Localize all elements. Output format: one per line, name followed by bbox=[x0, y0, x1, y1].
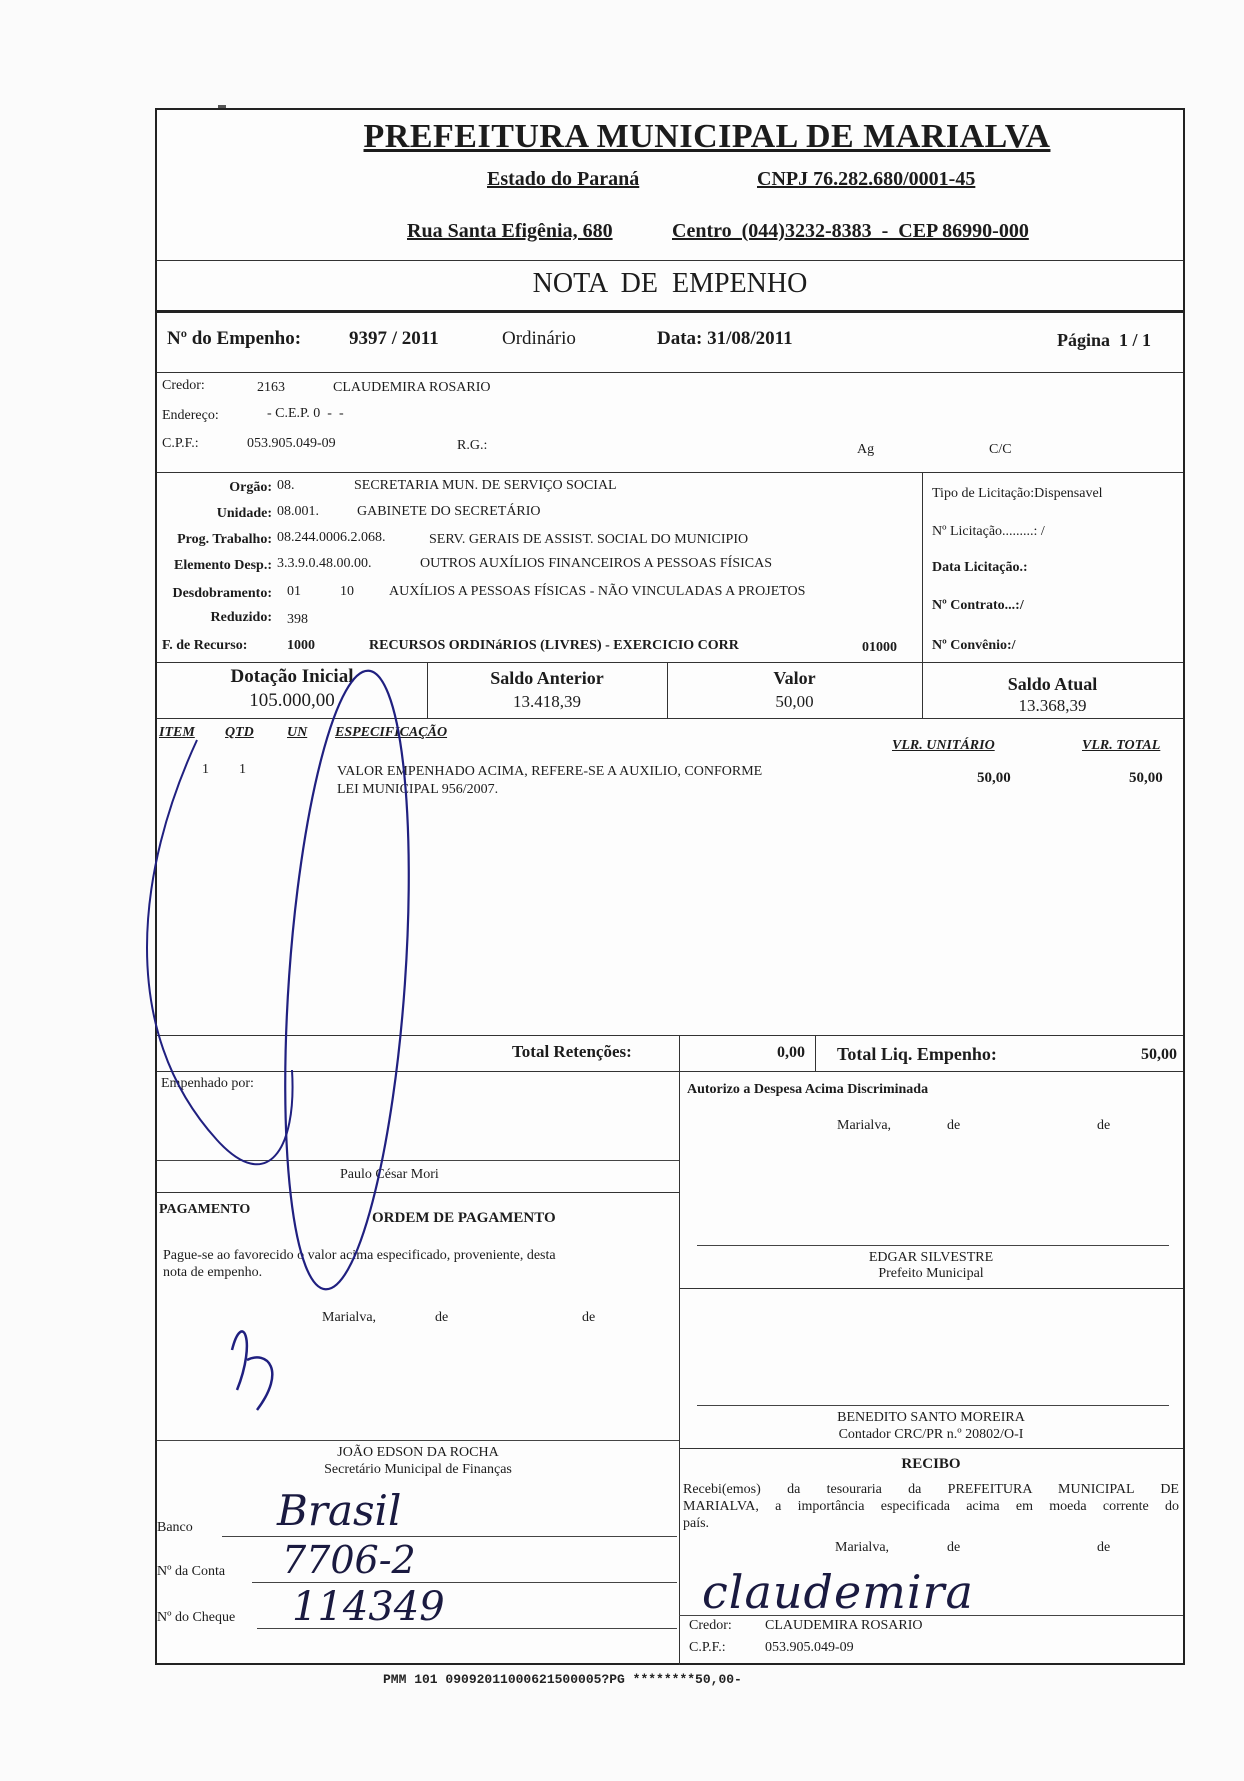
col-un: UN bbox=[287, 725, 308, 740]
dotacao-inicial-value: 105.000,00 bbox=[249, 690, 335, 711]
ordem-pagamento-title: ORDEM DE PAGAMENTO bbox=[372, 1210, 556, 1226]
recurso-code2: 01000 bbox=[862, 640, 897, 655]
prog-trabalho-label: Prog. Trabalho: bbox=[177, 532, 272, 547]
document-title: NOTA DE EMPENHO bbox=[532, 268, 808, 299]
nota-de-empenho-form bbox=[155, 108, 1185, 1665]
data-licitacao: Data Licitação.: bbox=[932, 560, 1028, 575]
item-qtd: 1 bbox=[239, 762, 246, 777]
orgao-label: Orgão: bbox=[229, 480, 272, 495]
pagamento-text-2: nota de empenho. bbox=[163, 1265, 263, 1280]
autorizo-de-1: de bbox=[947, 1118, 961, 1133]
pagamento-de-2: de bbox=[582, 1310, 596, 1325]
credor-name: CLAUDEMIRA ROSARIO bbox=[333, 380, 491, 395]
elemento-desp-code: 3.3.9.0.48.00.00. bbox=[277, 556, 372, 571]
cc-label: C/C bbox=[989, 442, 1012, 457]
empenho-number: 9397 / 2011 bbox=[349, 328, 439, 349]
secretario-title: Secretário Municipal de Finanças bbox=[324, 1462, 512, 1477]
cpf-label: C.P.F.: bbox=[162, 436, 199, 451]
recibo-credor-name: CLAUDEMIRA ROSARIO bbox=[765, 1618, 923, 1633]
desdobramento-code1: 01 bbox=[287, 584, 301, 599]
total-liq-value: 50,00 bbox=[1141, 1046, 1177, 1063]
street-label: Rua Santa Efigênia, 680 bbox=[407, 220, 613, 242]
col-vlr-total: VLR. TOTAL bbox=[1082, 738, 1161, 753]
empenho-number-label: Nº do Empenho: bbox=[167, 328, 302, 349]
col-vlr-unitario: VLR. UNITÁRIO bbox=[892, 738, 995, 753]
contador-name: BENEDITO SANTO MOREIRA bbox=[837, 1410, 1025, 1425]
saldo-anterior-label: Saldo Anterior bbox=[490, 668, 604, 688]
numero-contrato: Nº Contrato...:/ bbox=[932, 598, 1024, 613]
page-number: Página 1 / 1 bbox=[1057, 330, 1152, 350]
pagamento-label: PAGAMENTO bbox=[159, 1202, 251, 1217]
orgao-name: SECRETARIA MUN. DE SERVIÇO SOCIAL bbox=[354, 478, 617, 493]
unidade-label: Unidade: bbox=[216, 506, 272, 521]
dotacao-inicial-label: Dotação Inicial bbox=[230, 666, 354, 687]
footer-code: PMM 101 09092011000621500005?PG ********50,00- bbox=[383, 1672, 742, 1687]
tipo-licitacao: Tipo de Licitação:Dispensavel bbox=[932, 486, 1103, 501]
recibo-cpf-value: 053.905.049-09 bbox=[765, 1640, 854, 1655]
state-label: Estado do Paraná bbox=[487, 168, 640, 190]
empenhado-por-name: Paulo César Mori bbox=[340, 1167, 439, 1182]
prog-trabalho-code: 08.244.0006.2.068. bbox=[277, 530, 386, 545]
col-qtd: QTD bbox=[225, 725, 254, 740]
col-especificacao: ESPECIFICAÇÃO bbox=[335, 725, 448, 740]
unidade-code: 08.001. bbox=[277, 504, 319, 519]
col-item: ITEM bbox=[159, 725, 195, 740]
pagamento-marialva: Marialva, bbox=[322, 1310, 377, 1325]
valor-label: Valor bbox=[773, 668, 816, 688]
autorizo-de-2: de bbox=[1097, 1118, 1111, 1133]
conta-label: Nº da Conta bbox=[157, 1564, 226, 1579]
banco-handwritten: Brasil bbox=[277, 1486, 402, 1535]
cnpj-label: CNPJ 76.282.680/0001-45 bbox=[757, 168, 976, 190]
reduzido-label: Reduzido: bbox=[210, 610, 272, 625]
orgao-code: 08. bbox=[277, 478, 295, 493]
recibo-cpf-label: C.P.F.: bbox=[689, 1640, 726, 1655]
recibo-text-1: Recebi(emos) da tesouraria da PREFEITURA MUNICIPAL DE bbox=[683, 1482, 1179, 1497]
cheque-label: Nº do Cheque bbox=[157, 1610, 236, 1625]
valor-value: 50,00 bbox=[775, 692, 814, 711]
cheque-handwritten: 114349 bbox=[292, 1584, 445, 1630]
item-description-line1: VALOR EMPENHADO ACIMA, REFERE-SE A AUXILIO, CONFORME bbox=[337, 764, 763, 779]
handwritten-zero-mark bbox=[157, 110, 1187, 1667]
empenho-type: Ordinário bbox=[502, 328, 576, 349]
recurso-name: RECURSOS ORDINáRIOS (LIVRES) - EXERCICIO CORR bbox=[369, 638, 739, 653]
secretario-name: JOÃO EDSON DA ROCHA bbox=[337, 1445, 499, 1460]
desdobramento-code2: 10 bbox=[340, 584, 354, 599]
ag-label: Ag bbox=[857, 442, 875, 457]
numero-convenio: Nº Convênio:/ bbox=[932, 638, 1016, 653]
conta-handwritten: 7706-2 bbox=[282, 1538, 416, 1582]
credor-label: Credor: bbox=[162, 378, 205, 393]
saldo-atual-label: Saldo Atual bbox=[1007, 674, 1098, 694]
empenho-date: Data: 31/08/2011 bbox=[657, 328, 793, 349]
recibo-de-1: de bbox=[947, 1540, 961, 1555]
credor-signature: claudemira bbox=[702, 1565, 974, 1619]
total-liq-label: Total Liq. Empenho: bbox=[837, 1044, 997, 1064]
address-label: Endereço: bbox=[162, 408, 219, 423]
desdobramento-label: Desdobramento: bbox=[172, 586, 272, 601]
item-number: 1 bbox=[202, 762, 209, 777]
prog-trabalho-name: SERV. GERAIS DE ASSIST. SOCIAL DO MUNICIPIO bbox=[429, 532, 749, 547]
total-retencoes-value: 0,00 bbox=[777, 1044, 805, 1061]
municipality-title: PREFEITURA MUNICIPAL DE MARIALVA bbox=[363, 118, 1051, 155]
autorizo-despesa: Autorizo a Despesa Acima Discriminada bbox=[687, 1082, 929, 1097]
pagamento-de-1: de bbox=[435, 1310, 449, 1325]
item-unit-value: 50,00 bbox=[977, 770, 1011, 786]
recurso-label: F. de Recurso: bbox=[162, 638, 248, 653]
saldo-anterior-value: 13.418,39 bbox=[513, 692, 581, 711]
item-total-value: 50,00 bbox=[1129, 770, 1163, 786]
item-description-line2: LEI MUNICIPAL 956/2007. bbox=[337, 782, 499, 797]
district-phone-label: Centro (044)3232-8383 - CEP 86990-000 bbox=[672, 220, 1029, 242]
empenhado-por-label: Empenhado por: bbox=[161, 1076, 254, 1091]
elemento-desp-label: Elemento Desp.: bbox=[174, 558, 272, 573]
prefeito-name: EDGAR SILVESTRE bbox=[868, 1250, 994, 1265]
cpf-value: 053.905.049-09 bbox=[247, 436, 336, 451]
recibo-text-2: MARIALVA, a importância especificada acima em moeda corrente do bbox=[683, 1499, 1179, 1514]
recurso-code: 1000 bbox=[287, 638, 315, 653]
recibo-text-3: país. bbox=[683, 1516, 710, 1531]
reduzido-value: 398 bbox=[287, 612, 308, 627]
contador-title: Contador CRC/PR n.º 20802/O-I bbox=[838, 1427, 1024, 1442]
prefeito-title: Prefeito Municipal bbox=[878, 1266, 984, 1281]
pagamento-text-1: Pague-se ao favorecido o valor acima especificado, proveniente, desta bbox=[163, 1248, 556, 1263]
rg-label: R.G.: bbox=[457, 438, 488, 453]
credor-code: 2163 bbox=[257, 380, 285, 395]
autorizo-marialva: Marialva, bbox=[837, 1118, 892, 1133]
recibo-title: RECIBO bbox=[901, 1456, 961, 1472]
address-value: - C.E.P. 0 - - bbox=[267, 406, 344, 421]
recibo-de-2: de bbox=[1097, 1540, 1111, 1555]
recibo-marialva: Marialva, bbox=[835, 1540, 890, 1555]
banco-label: Banco bbox=[157, 1520, 193, 1535]
recibo-credor-label: Credor: bbox=[689, 1618, 732, 1633]
unidade-name: GABINETE DO SECRETÁRIO bbox=[357, 504, 541, 519]
total-retencoes-label: Total Retenções: bbox=[512, 1042, 632, 1061]
saldo-atual-value: 13.368,39 bbox=[1018, 696, 1087, 715]
elemento-desp-name: OUTROS AUXÍLIOS FINANCEIROS A PESSOAS FÍSICAS bbox=[420, 556, 773, 571]
desdobramento-name: AUXÍLIOS A PESSOAS FÍSICAS - NÃO VINCULADAS A PROJETOS bbox=[389, 584, 806, 599]
numero-licitacao: Nº Licitação.........: / bbox=[932, 524, 1045, 539]
